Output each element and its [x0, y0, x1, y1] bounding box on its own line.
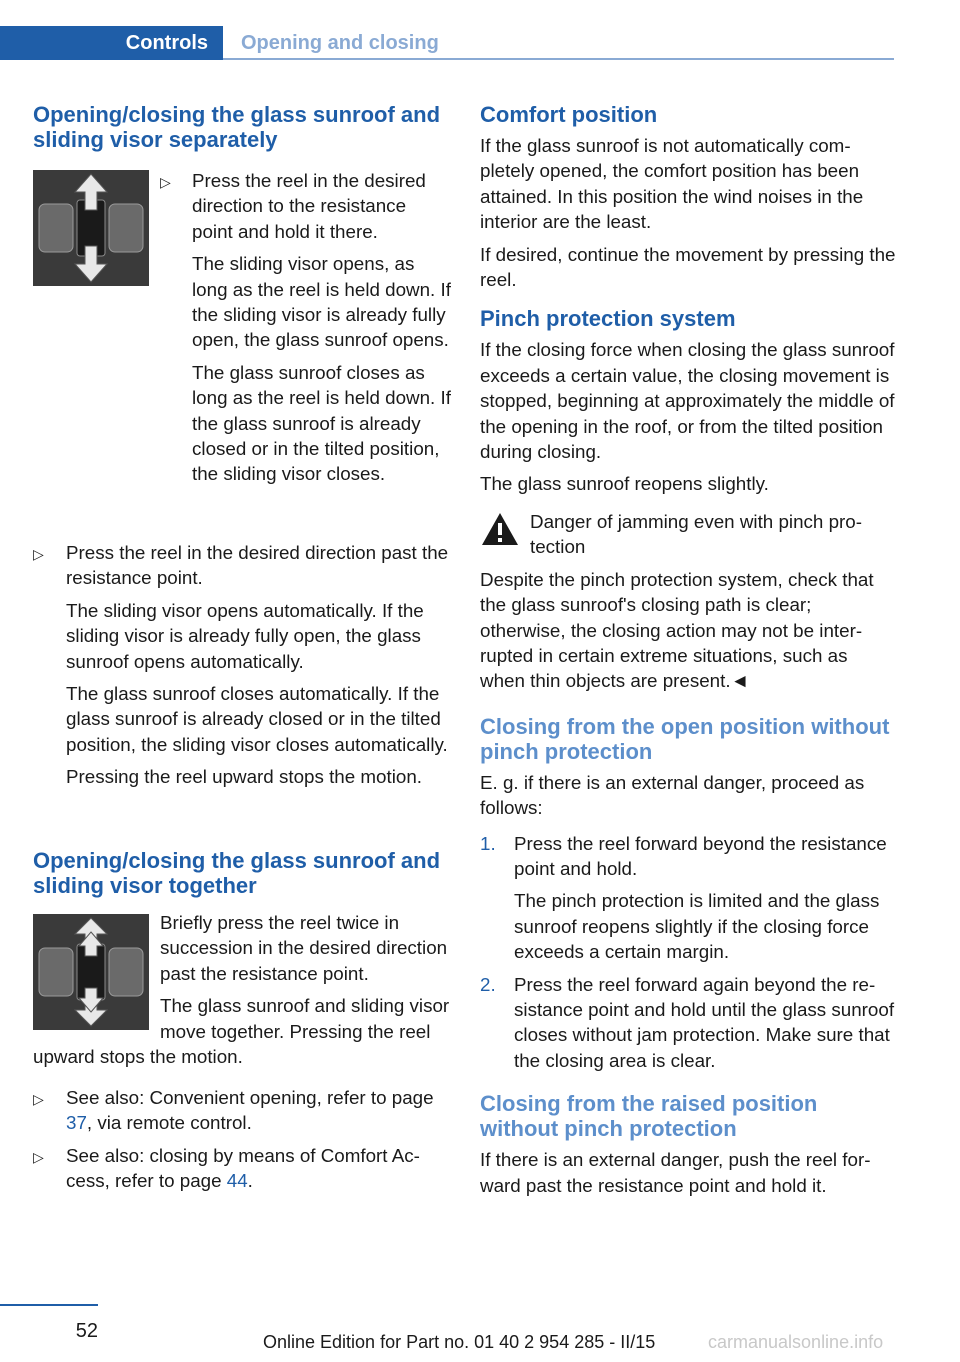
- bullet-text: The sliding visor opens, as long as the reel is held down. If the sliding visor is already fully open, the glass sunroof opens.: [192, 253, 451, 351]
- pinch-p1: If the closing force when closing the glass sunroof exceeds a certain value, the closing movement is stopped, beginning at approximately the middle of the opening in the roof, or from the tilted position during closing.: [480, 339, 895, 463]
- page-header: [0, 26, 894, 62]
- raised-p1: If there is an external danger, push the reel forward past the resistance point and hold it.: [480, 1149, 871, 1196]
- heading-comfort: Comfort position: [480, 102, 658, 127]
- together-p1: Briefly press the reel twice in succession in the desired direction past the resistance point.: [160, 912, 448, 984]
- right-column: [480, 102, 896, 1205]
- see-also-item-1: [33, 1085, 451, 1136]
- step-number: 1.: [480, 832, 496, 854]
- step-text: The pinch protection is limited and the glass sunroof reopens slightly if the closing force exceeds a certain margin.: [514, 890, 880, 963]
- edition-note: Online Edition for Part no. 01 40 2 954 285 - II/15: [263, 1332, 656, 1352]
- step-text: Press the reel forward beyond the resistance point and hold.: [514, 832, 887, 879]
- warning-triangle-icon: [480, 511, 520, 547]
- step-number: 2.: [480, 973, 496, 995]
- header-rule: [223, 58, 894, 60]
- step-text: Press the reel forward again beyond the resistance point and hold until the glass sunroof closes without jam protection. Make sure that the closing area is clear.: [514, 973, 895, 1071]
- triangle-right-icon: ▷: [160, 174, 171, 190]
- see-also-item-2: [33, 1143, 451, 1194]
- triangle-right-icon: ▷: [33, 546, 44, 562]
- comfort-p2: If desired, continue the movement by pressing the reel.: [480, 243, 896, 291]
- triangle-right-icon: ▷: [33, 1148, 44, 1165]
- see-also-text: .: [247, 1170, 253, 1192]
- bullet-text: The glass sunroof closes as long as the reel is held down. If the glass sunroof is already closed or in the tilted position, the sliding visor closes.: [192, 361, 451, 485]
- footer-rule: [0, 1304, 98, 1306]
- sunroof-switch-figure-1: [33, 170, 149, 286]
- bullet-text: The glass sunroof closes automatically. If the glass sunroof is already closed or in the tilted position, the sliding visor closes automatically.: [66, 683, 448, 755]
- bullet-separate-1: [160, 168, 451, 494]
- step-1: [480, 831, 896, 965]
- warning-block: [480, 509, 896, 560]
- warning-title: Danger of jamming even with pinch protection: [530, 510, 862, 558]
- heading-separately: Opening/closing the glass sunroof and sliding visor separately: [33, 102, 441, 152]
- see-also-text: See also: closing by means of Comfort Access, refer to page: [66, 1144, 420, 1192]
- comfort-p1: If the glass sunroof is not automatically completely opened, the comfort position has been attained. In this position the wind noises in the interior are the least.: [480, 135, 864, 233]
- watermark: carmanualsonline.info: [708, 1332, 884, 1352]
- step-2: [480, 972, 896, 1074]
- see-also-text: , via remote control.: [86, 1112, 252, 1134]
- see-also-list: [33, 1085, 451, 1194]
- page-link-44[interactable]: 44: [226, 1170, 248, 1192]
- open-intro: E. g. if there is an external danger, proceed as follows:: [480, 771, 865, 819]
- bullet-text: Press the reel in the desired direction past the resistance point.: [66, 542, 449, 589]
- triangle-right-icon: ▷: [33, 1091, 44, 1107]
- warning-body: Despite the pinch protection system, check that the glass sunroof's closing path is clear; otherwise, the closing action may not be interrupted in certain extreme situations, such as when thin objects are present.◄: [480, 568, 874, 692]
- bullet-text: The sliding visor opens automatically. If the sliding visor is already fully open, the glass sunroof opens automatically.: [66, 599, 424, 672]
- subsection-tab: Opening and closing: [241, 32, 439, 54]
- bullet-text: Pressing the reel upward stops the motion.: [66, 766, 422, 788]
- pinch-p2: The glass sunroof reopens slightly.: [480, 473, 769, 495]
- heading-open-position: Closing from the open position without pinch protection: [480, 713, 890, 764]
- sunroof-switch-icon: [33, 170, 149, 286]
- heading-pinch: Pinch protection system: [480, 306, 736, 332]
- section-tab: Controls: [0, 26, 223, 60]
- together-p2: The glass sunroof and sliding visor move together. Pressing the reel upward stops the motion.: [33, 995, 450, 1068]
- heading-together: Opening/closing the glass sunroof and sliding visor together: [33, 848, 441, 898]
- page-link-37[interactable]: 37: [66, 1112, 87, 1134]
- bullet-text: Press the reel in the desired direction to the resistance point and hold it there.: [192, 170, 426, 242]
- together-text: [33, 910, 451, 1076]
- bullet-separate-2: [33, 540, 451, 797]
- heading-raised-position: Closing from the raised position without pinch protection: [480, 1091, 818, 1142]
- page-number: 52: [75, 1320, 98, 1342]
- see-also-text: See also: Convenient opening, refer to page: [66, 1087, 434, 1108]
